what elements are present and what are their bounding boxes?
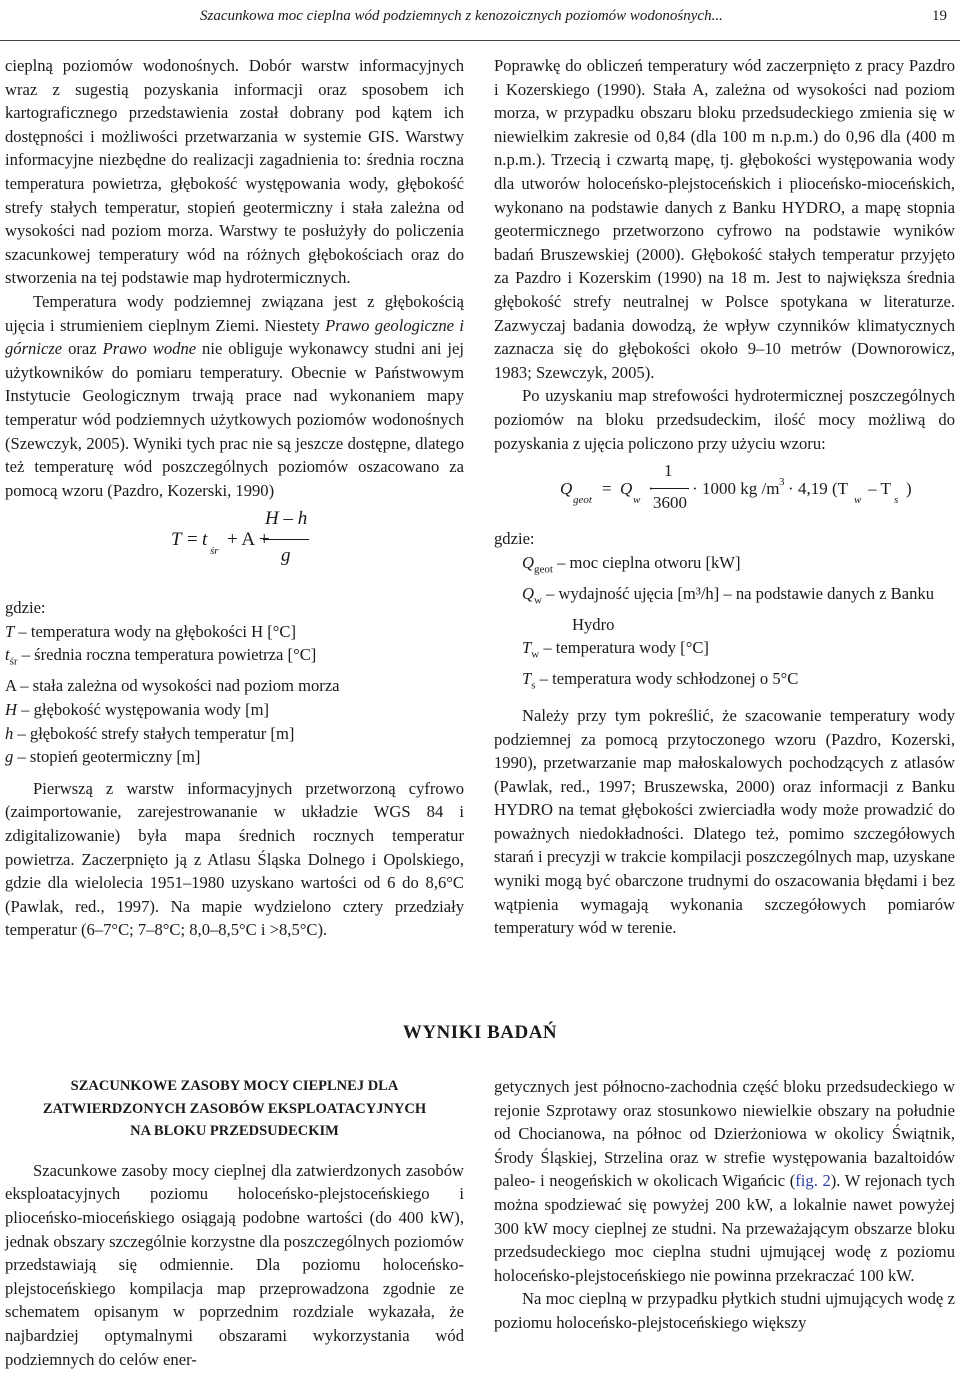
formula-plus-a: + A + [227,529,270,551]
running-header-title: Szacunkowa moc cieplna wód podziemnych z kenozoicznych poziomów wodonośnych... [200,8,723,24]
heat-power-formula: Q geot = Q w · 1 3600 · 1000 kg /m 3 · 4,19 (T w – T s ) [494,455,955,527]
left-paragraph-1: cieplną poziomów wodonośnych. Dobór warstw informacyjnych wraz z sugestią pozyskania informacji oraz sposobem ich kartograficznego przedstawienia został dobrany pod kątem ich dostępności i możliwości przetwarzania w systemie GIS. Warstwy informacyjne niezbędne do realizacji zagadnienia to: średnia roczna temperatura powietrza, głębokość występowania wody, głębokość strefy stałych temperatur, stopień geotermiczny i stała zależna od wysokości nad poziom morza. Warstwy te posłużyły do policzenia szacunkowej temperatury wód na różnych głębokościach oraz do stworzenia na tej podstawie map hydrotermicznych. [5,56,464,288]
formula-close: ) [906,479,912,499]
definition-item: Hydro [572,614,615,634]
temperature-formula [5,502,464,596]
right-paragraph-1: Poprawkę do obliczeń temperatury wód zaczerpnięto z pracy Pazdro i Kozerskiego (1990). Stała A, zależna od wysokości nad poziom morza, w przypadku obszaru bloku przedsudeckiego zmienia się w niewielkim zakresie od 0,84 (dla 100 m n.p.m.) do 0,96 dla (400 m n.p.m.). Trzecią i czwartą mapę, tj. głębokości występowania wody dla utworów holoceńsko-plejstoceńskich i plioceńsko-mioceńskich, wykonano na podstawie danych z Banku HYDRO, a mapę stopnia geotermicznego przetworzono cyfrowo na podstawie wyników badań Bruszewskiej (2000). Głębokość stałych temperatur przyjęto za Pazdro i Kozerskim (1990) na 18 m. Jest to największa średnia głębokość strefy neutralnej w Polsce spotykana w literaturze. Zazwyczaj badania dowodzą, że wpływ czynników klimatycznych zaznacza się do głębokości około 9–10 metrów (Downorowicz, 1983; Szewczyk, 2005). [494,56,955,382]
definition-item: A – stała zależna od wysokości nad poziom morza [5,676,340,696]
definition-item: $T_w$ – temperatura wody [°C] [522,638,709,661]
definition-item: h – głębokość strefy stałych temperatur [m] [5,723,295,743]
section-title: WYNIKI BADAŃ [402,1022,558,1043]
definition-item: H – głębokość występowania wody [m] [5,699,270,719]
formula-equals: = [187,529,198,551]
formula-Ts-sub: s [894,494,899,507]
definition-item: $t_{śr}$ – średnia roczna temperatura powietrza [°C] [5,645,317,668]
definition-item: $T_s$ – temperatura wody schłodzonej o 5°C [522,669,799,692]
bottom-right-paragraph-2: Na moc cieplną w przypadku płytkich studni ujmujących wodę z poziomu holoceńsko-plejstoceńskiego większy [494,1289,955,1332]
definition-item: T – temperatura wody na głębokości H [°C] [5,621,296,641]
formula-denominator: 3600 [653,493,687,513]
formula-denominator: g [281,545,291,567]
formula-Qw: Q [620,479,633,499]
left-paragraph-3: Pierwszą z warstw informacyjnych przetworzoną cyfrowo (zaimportowanie, zarejestrowananie w układzie WGS 84 i zdigitalizowanie) była mapa średnich rocznych temperatur powietrza. Zaczerpnięto ją z Atlasu Śląska Dolnego i Opolskiego, gdzie dla wielolecia 1951–1980 uzyskano wartości od 6 do 8,6°C (Pawlak, red., 1997). Na mapie wydzielono cztery przedziały temperatur (6–7°C; 7–8°C; 8,0–8,5°C i >8,5°C). [5,778,464,940]
formula-Q-sub: geot [573,494,592,507]
left-definitions [5,620,464,769]
formula-mid: 1000 kg /m [702,479,780,499]
formula-Q: Q [560,479,573,499]
left-gdzie: gdzie: [5,598,46,618]
formula-tail: 4,19 (T [798,479,849,499]
formula-fraction-bar [651,488,689,489]
bottom-left-paragraph: Szacunkowe zasoby mocy cieplnej dla zatwierdzonych zasobów eksploatacyjnych poziomu holoceńsko-plejstoceńskiego i plioceńsko-mioceńskiego osiągają podobne wartości (do 400 kW), jednak obszary szczególnie korzystne dla poszczególnych poziomów przedstawiają się odmiennie. Dla poziomu holoceńsko-plejstoceńskiego kompilacja map przeprowadzona zgodnie ze schematem opisanym w poprzednim rozdziale wykazała, że najbardziej optymalnymi obszarami wykorzystania wód podziemnych do celów ener- [5,1160,464,1369]
formula-equals: = [602,479,612,499]
formula-minus: – T [868,479,891,499]
formula-T: T [171,529,182,551]
left-paragraph-2: Temperatura wody podziemnej związana jest z głębokością ujęcia i strumieniem cieplnym Ziemi. Niestety Prawo geologiczne i górnicze oraz Prawo wodne nie obliguje wykonawcy studni ani jej użytkowników do pomiaru temperatury. Obecnie w Państwowym Instytucie Geologicznym trwają prace nad wykonaniem mapy temperatur wód podziemnych użytkowych poziomów wodonośnych (Szewczyk, 2005). Wyniki tych prac nie są jeszcze dostępne, dlatego też temperaturę wód poszczególnych poziomów oszacowano za pomocą wzoru (Pazdro, Kozerski, 1990) [5,291,465,500]
definition-item: $Q_w$ – wydajność ujęcia [m³/h] – na podstawie danych z Banku [522,583,934,606]
formula-t: t [202,529,208,551]
left-column [5,54,464,942]
right-paragraph-2: Po uzyskaniu map strefowości hydrotermicznej poszczególnych poziomów na bloku przedsudeckim, ilość mocy możliwą do pozyskania z ujęcia policzono przy użyciu wzoru: [494,386,955,453]
formula-Qw-sub: w [633,494,641,507]
running-header [0,0,960,41]
formula-exponent: 3 [779,476,785,489]
definition-item: g – stopień geotermiczny [m] [5,747,201,767]
formula-numerator: 1 [664,461,673,481]
right-gdzie: gdzie: [494,529,535,549]
right-definitions [494,551,955,698]
page-number: 19 [932,8,947,24]
right-paragraph-3: Należy przy tym pokreślić, że szacowanie temperatury wody podziemnej za pomocą przytoczonego wzoru (Pazdro, Kozerski, 1990), przetwarzanie map małoskalowych pochodzących z atlasów (Pawlak, red., 1997; Bruszewska, 2000) oraz informacji z Banku HYDRO na temat głębokości zwierciadła wody może prowadzić do poważnych niedokładności. Dlatego też, pomimo szczegółowych starań i precyzji w trakcie kompilacji poszczególnych map, uzyskane wyniki mogą być obarczone trudnymi do oszacowania błędami i bez wątpienia wymagają wykonania szczegółowych pomiarów temperatury wód w terenie. [494,705,955,938]
bottom-right-column [494,1075,955,1335]
subsection-title: SZACUNKOWE ZASOBY MOCY CIEPLNEJ DLA ZATWIERDZONYCH ZASOBÓW EKSPLOATACYJNYCH NA BLOKU PRZEDSUDECKIM [42,1078,427,1140]
formula-Tw-sub: w [854,494,862,507]
definition-item: $Q_{geot}$ – moc cieplna otworu [kW] [522,552,741,575]
formula-numerator: H – h [265,508,308,530]
formula-t-sub: śr [210,545,219,558]
bottom-left-column [5,1075,464,1371]
figure-link[interactable]: fig. 2 [795,1171,831,1191]
formula-fraction-bar [263,539,309,540]
right-column [494,54,955,940]
bottom-right-paragraph-1: getycznych jest północno-zachodnia część bloku przedsudeckiego w rejonie Szprotawy oraz stosunkowo niewielkie obszary na południe od Chocianowa, na północ od Dzierżoniowa w okolicy Świątnik, Środy Śląskiej, Strzelina oraz w strefie występowania bazaltoidów paleo- i neogeńskich w okolicach Wigańcic (fig. 2). W rejonach tych można spodziewać się powyżej 200 kW, a lokalnie nawet powyżej 300 kW mocy cieplnej ze studni. Na przeważającym obszarze bloku przedsudeckiego moc cieplna studni ujmującej wodę z poziomu holoceńsko-plejstoceńskiego nie powinna przekraczać 100 kW. [494,1077,955,1285]
